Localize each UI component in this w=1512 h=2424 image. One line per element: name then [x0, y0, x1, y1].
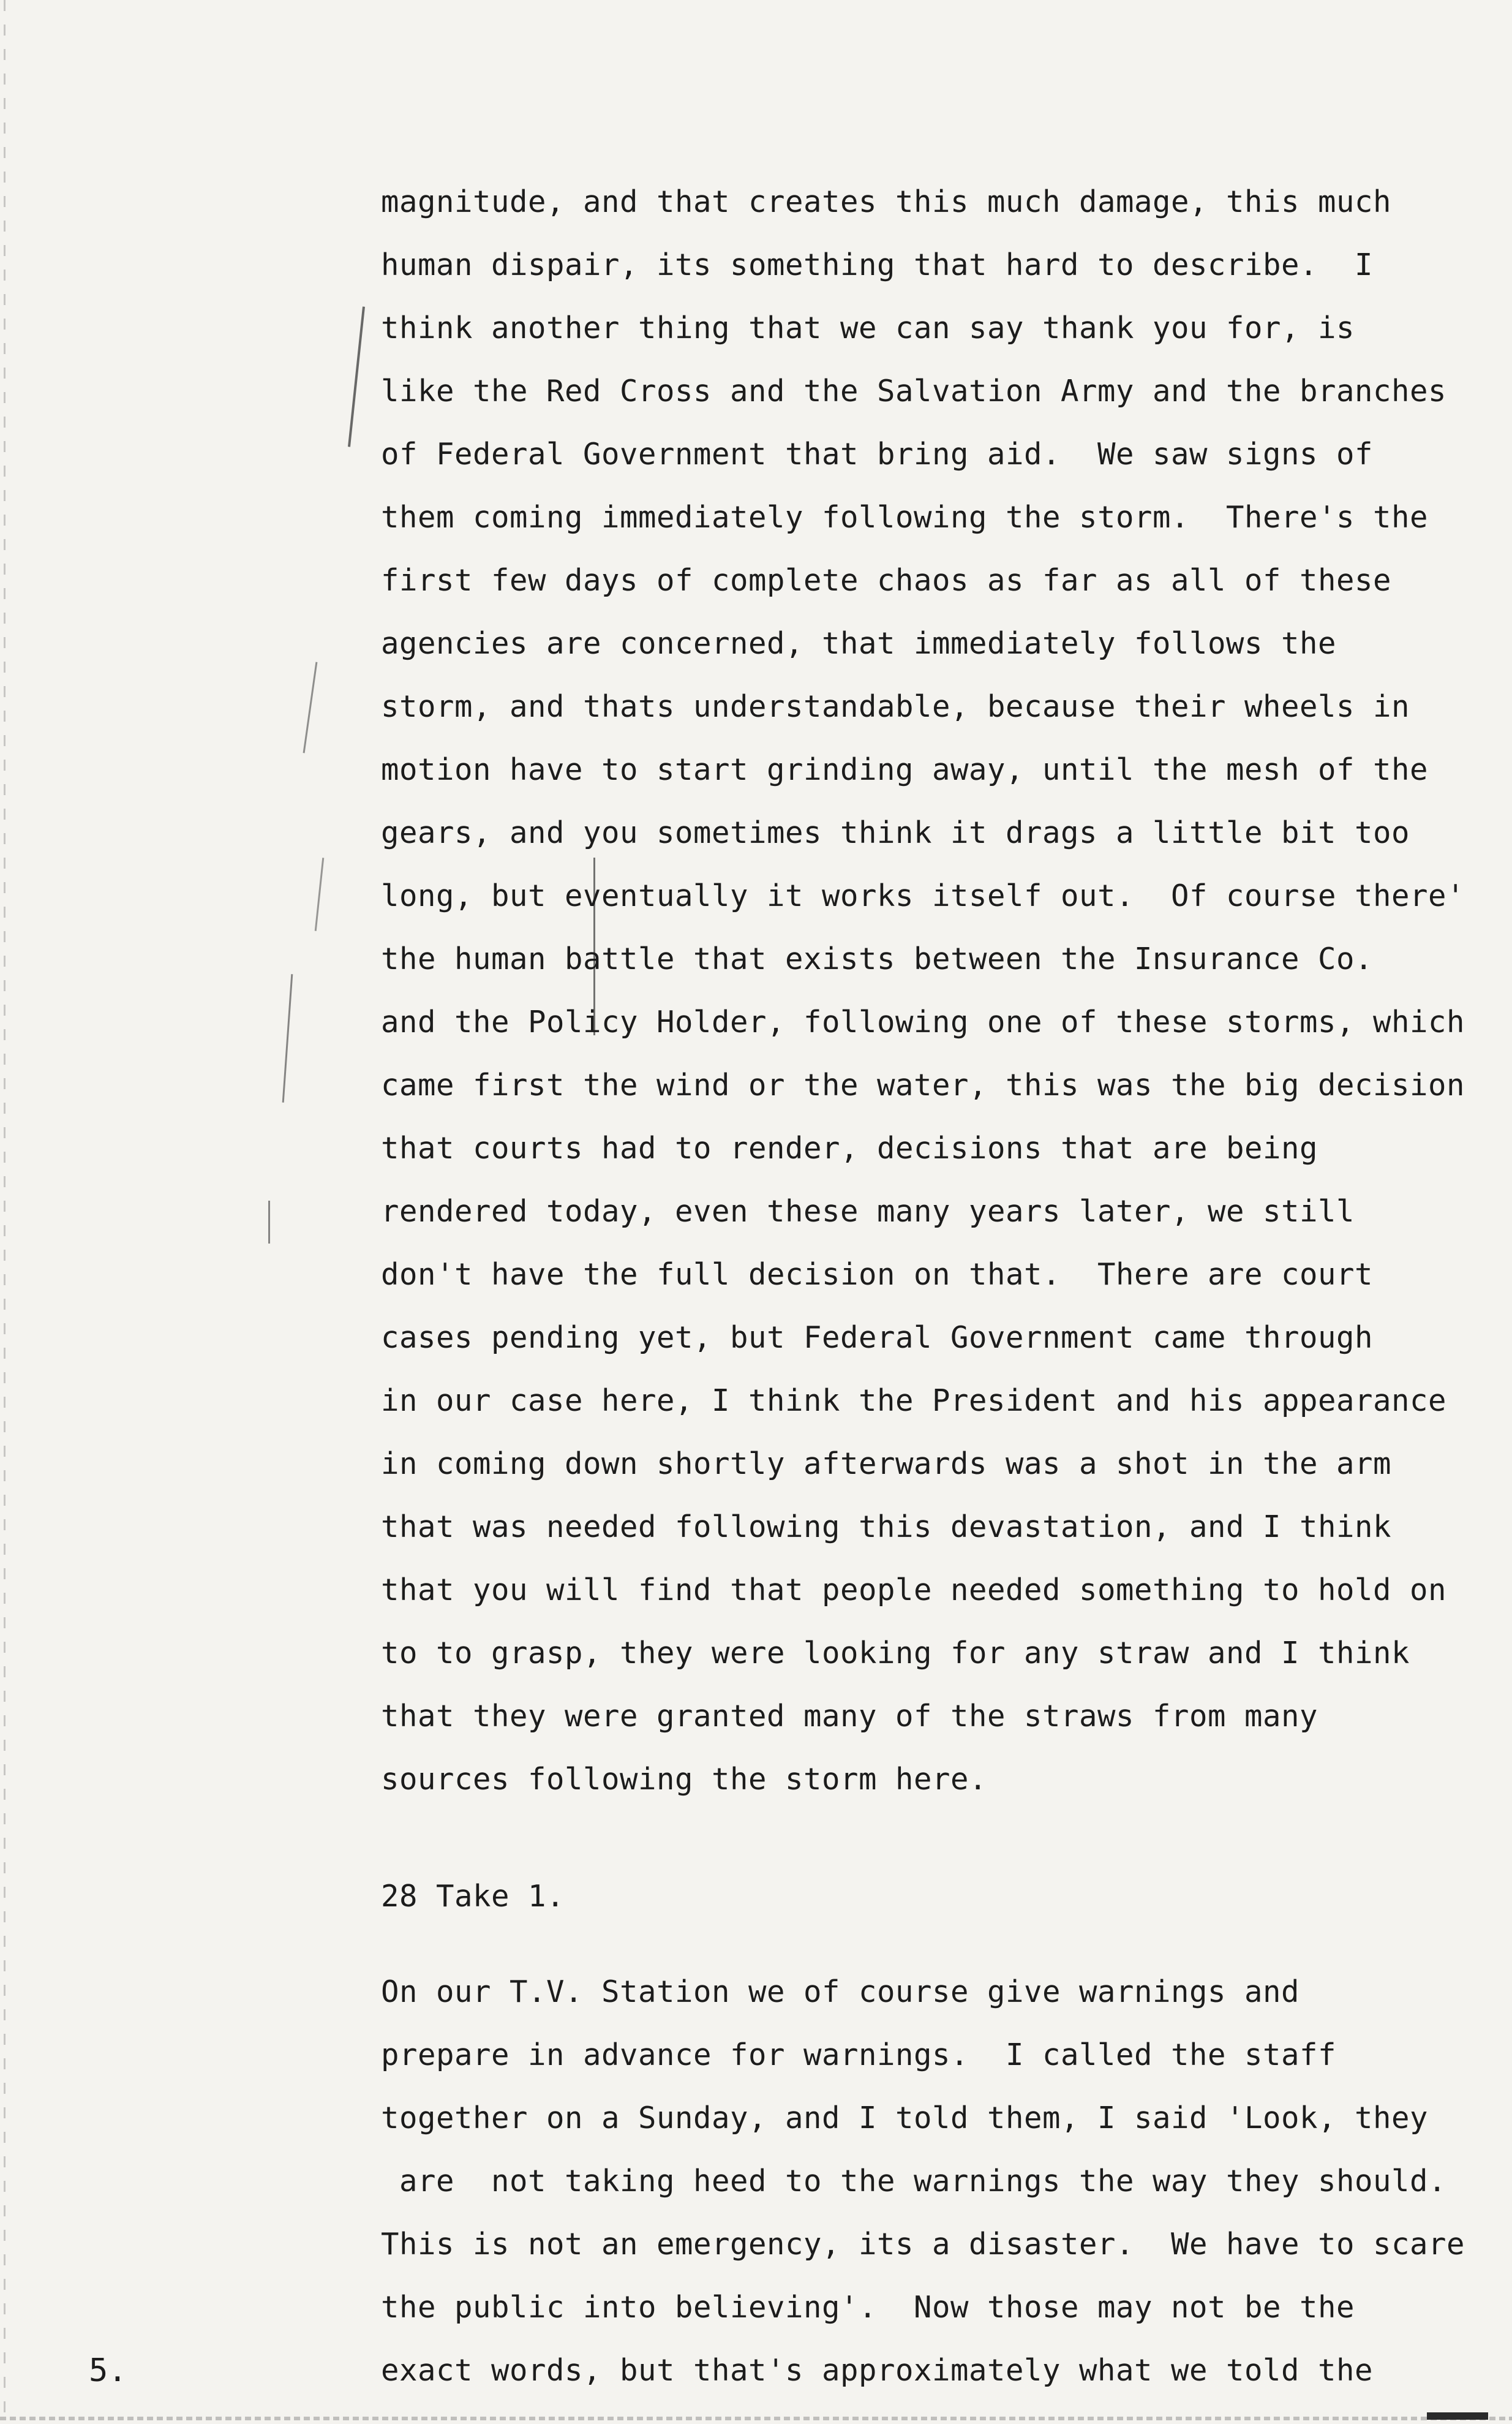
- text-line: first few days of complete chaos as far as all of these: [381, 563, 1392, 598]
- text-line: that courts had to render, decisions that are being: [381, 1131, 1318, 1166]
- text-line: don't have the full decision on that. There are court: [381, 1257, 1374, 1292]
- text-line: the public into believing'. Now those may not be the: [381, 2290, 1355, 2325]
- text-line: exact words, but that's approximately what we told the: [381, 2353, 1374, 2388]
- text-line: in our case here, I think the President and his appearance: [381, 1383, 1447, 1418]
- text-line: the human battle that exists between the Insurance Co.: [381, 942, 1374, 976]
- margin-line: [348, 306, 365, 447]
- text-line: motion have to start grinding away, until the mesh of the: [381, 752, 1429, 787]
- take-label: 28 Take 1.: [381, 1879, 565, 1914]
- margin-line: [282, 974, 293, 1103]
- text-line: agencies are concerned, that immediately follows the: [381, 626, 1337, 661]
- text-line: sources following the storm here.: [381, 1762, 988, 1797]
- text-line: gears, and you sometimes think it drags a little bit too: [381, 815, 1410, 850]
- text-line: rendered today, even these many years later, we still: [381, 1194, 1355, 1229]
- page-number: 5.: [89, 2352, 127, 2389]
- text-line: magnitude, and that creates this much damage, this much: [381, 184, 1392, 219]
- text-line: long, but eventually it works itself out. Of course there': [381, 878, 1465, 913]
- text-line: human dispair, its something that hard to describe. I: [381, 247, 1374, 282]
- paragraph-1: [381, 170, 1483, 1811]
- text-line: are not taking heed to the warnings the way they should.: [381, 2164, 1447, 2199]
- text-line: storm, and thats understandable, because their wheels in: [381, 689, 1410, 724]
- text-line: that they were granted many of the straws from many: [381, 1699, 1318, 1734]
- text-line: them coming immediately following the storm. There's the: [381, 500, 1429, 535]
- text-line: in coming down shortly afterwards was a shot in the arm: [381, 1446, 1392, 1481]
- text-line: came first the wind or the water, this was the big decision: [381, 1068, 1465, 1103]
- scan-bottom-edge: [0, 2417, 1512, 2420]
- margin-line: [268, 1201, 270, 1244]
- text-line: think another thing that we can say thank you for, is: [381, 311, 1355, 345]
- text-line: On our T.V. Station we of course give warnings and: [381, 1974, 1300, 2009]
- paragraph-2: [381, 1960, 1483, 2402]
- text-line: like the Red Cross and the Salvation Army and the branches: [381, 374, 1447, 409]
- margin-line: [315, 858, 325, 931]
- text-line: cases pending yet, but Federal Government came through: [381, 1320, 1374, 1355]
- text-line: of Federal Government that bring aid. We saw signs of: [381, 437, 1374, 472]
- margin-line: [303, 662, 318, 753]
- scan-left-edge: [4, 0, 6, 2424]
- scan-corner-mark: [1427, 2412, 1488, 2420]
- text-line: to to grasp, they were looking for any straw and I think: [381, 1636, 1410, 1671]
- text-line: together on a Sunday, and I told them, I said 'Look, they: [381, 2101, 1429, 2135]
- text-line: that was needed following this devastation, and I think: [381, 1509, 1392, 1544]
- text-line: and the Policy Holder, following one of these storms, which: [381, 1005, 1465, 1040]
- text-line: This is not an emergency, its a disaster. We have to scare: [381, 2227, 1465, 2262]
- text-line: that you will find that people needed something to hold on: [381, 1573, 1447, 1607]
- text-line: prepare in advance for warnings. I called the staff: [381, 2037, 1337, 2072]
